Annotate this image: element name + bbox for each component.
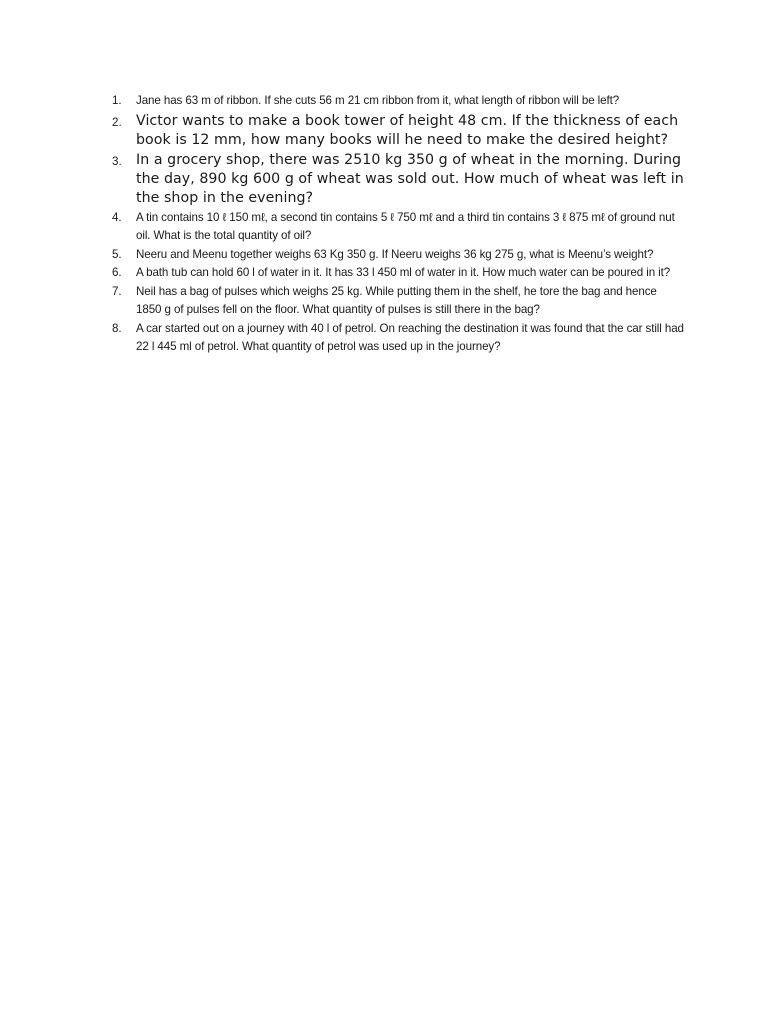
question-text: Neeru and Meenu together weighs 63 Kg 350 g. If Neeru weighs 36 kg 275 g, what is Meenu’s weight?: [136, 247, 654, 261]
question-number: 2.: [112, 115, 122, 129]
question-number: 6.: [112, 266, 122, 280]
question-list: [104, 92, 684, 357]
question-item: [104, 283, 684, 320]
question-number: 4.: [112, 210, 122, 224]
question-item: [104, 209, 684, 246]
question-number: 5.: [112, 247, 122, 261]
question-item: [104, 151, 684, 209]
question-text: In a grocery shop, there was 2510 kg 350 g of wheat in the morning. During the day, 890 kg 600 g of wheat was sold out. How much of wheat was left in the shop in the evening?: [136, 151, 684, 207]
question-text: A bath tub can hold 60 l of water in it. It has 33 l 450 ml of water in it. How much water can be poured in it?: [136, 266, 671, 280]
question-item: [104, 112, 684, 150]
question-number: 7.: [112, 284, 122, 298]
question-item: [104, 320, 684, 357]
question-item: [104, 92, 684, 111]
question-text: Neil has a bag of pulses which weighs 25 kg. While putting them in the shelf, he tore the bag and hence 1850 g of pulses fell on the floor. What quantity of pulses is still there in the bag?: [136, 284, 657, 317]
question-number: 3.: [112, 154, 122, 168]
question-text: A car started out on a journey with 40 l of petrol. On reaching the destination it was found that the car still had 22 l 445 ml of petrol. What quantity of petrol was used up in the journey?: [136, 321, 684, 354]
question-item: [104, 264, 684, 283]
question-item: [104, 246, 684, 265]
question-number: 8.: [112, 321, 122, 335]
question-text: Victor wants to make a book tower of height 48 cm. If the thickness of each book is 12 mm, how many books will he need to make the desired height?: [136, 112, 679, 148]
question-number: 1.: [112, 94, 122, 107]
question-text: Jane has 63 m of ribbon. If she cuts 56 m 21 cm ribbon from it, what length of ribbon will be left?: [136, 94, 620, 107]
question-text: A tin contains 10 ℓ 150 mℓ, a second tin contains 5 ℓ 750 mℓ and a third tin contains 3 ℓ 875 mℓ of ground nut oil. What is the total quantity of oil?: [136, 210, 675, 243]
